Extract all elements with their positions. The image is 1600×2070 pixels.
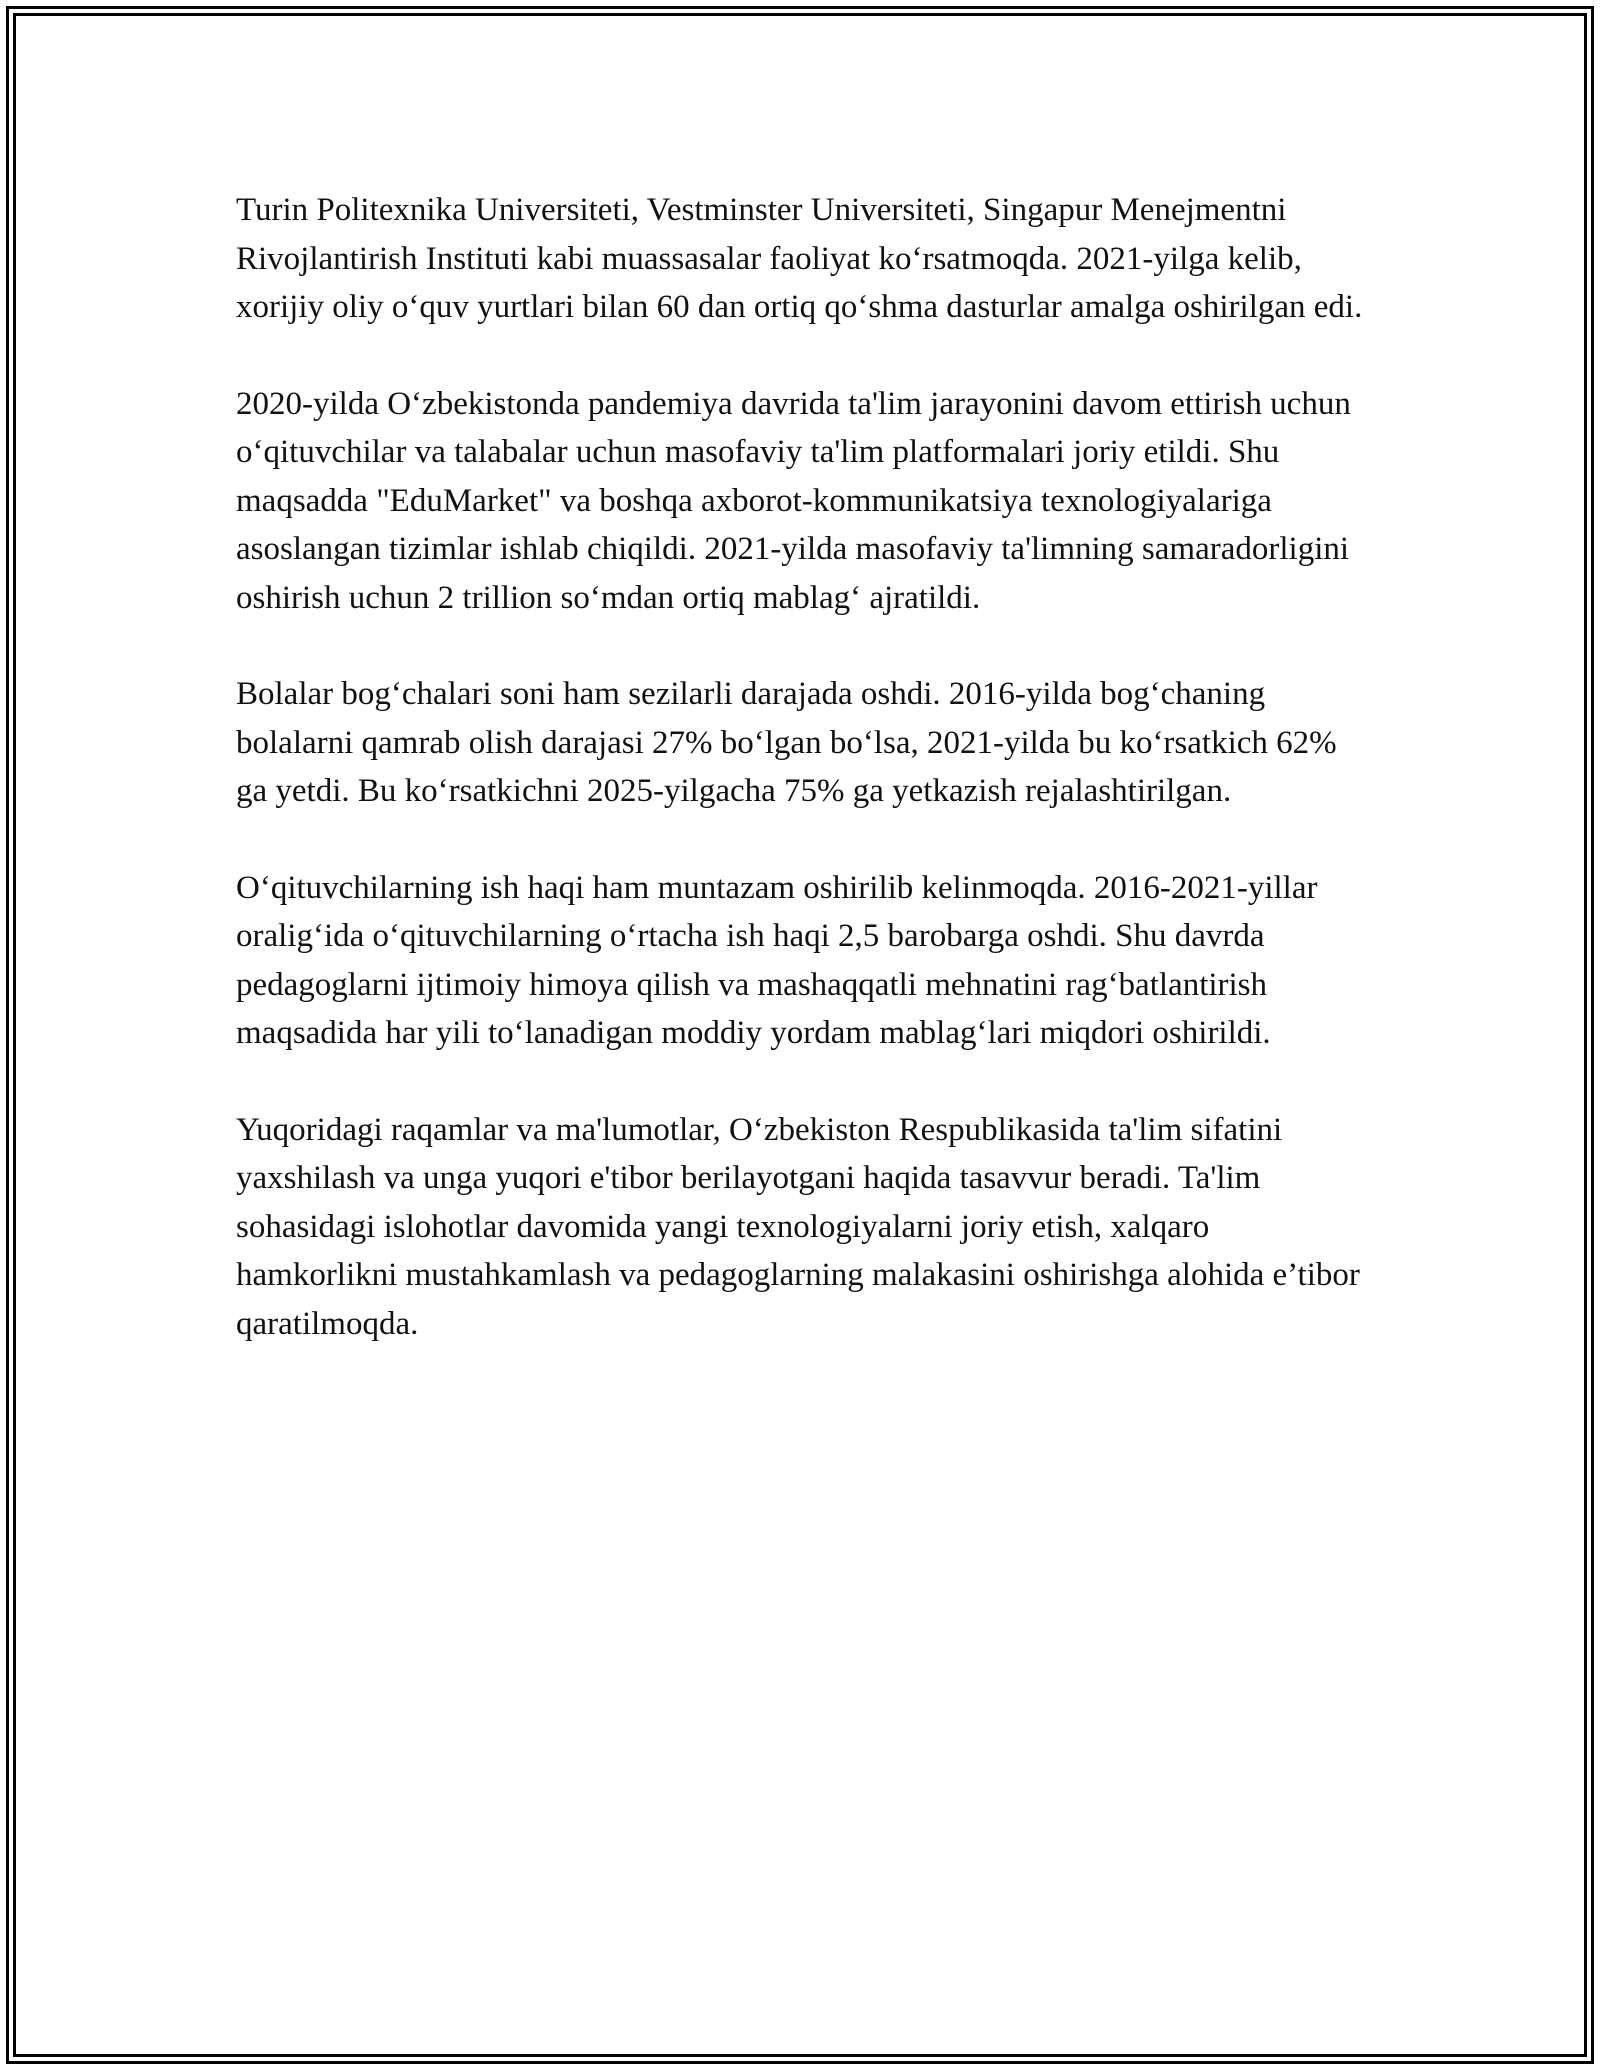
paragraph-1: Turin Politexnika Universiteti, Vestminster Universiteti, Singapur Menejmentni Rivojlantirish Instituti kabi muassasalar faoliyat ko‘rsatmoqda. 2021-yilga kelib, xorijiy oliy o‘quv yurtlari bilan 60 dan ortiq qo‘shma dasturlar amalga oshirilgan edi. [236, 192, 1363, 325]
paragraph-4: O‘qituvchilarning ish haqi ham muntazam oshirilib kelinmoqda. 2016-2021-yillar oralig‘ida o‘qituvchilarning o‘rtacha ish haqi 2,5 barobarga oshdi. Shu davrda pedagoglarni ijtimoiy himoya qilish va mashaqqatli mehnatini rag‘batlantirish maqsadida har yili to‘lanadigan moddiy yordam mablag‘lari miqdori oshirildi. [236, 869, 1318, 1051]
paragraph-3: Bolalar bog‘chalari soni ham sezilarli darajada oshdi. 2016-yilda bog‘chaning bolalarni qamrab olish darajasi 27% bo‘lgan bo‘lsa, 2021-yilda bu ko‘rsatkich 62% ga yetdi. Bu ko‘rsatkichni 2025-yilgacha 75% ga yetkazish rejalashtirilgan. [236, 676, 1337, 809]
document-body [236, 186, 1376, 1396]
paragraph-5: Yuqoridagi raqamlar va ma'lumotlar, O‘zbekiston Respublikasida ta'lim sifatini yaxshilash va unga yuqori e'tibor berilayotgani haqida tasavvur beradi. Ta'lim sohasidagi islohotlar davomida yangi texnologiyalarni joriy etish, xalqaro hamkorlikni mustahkamlash va pedagoglarning malakasini oshirishga alohida e’tibor qaratilmoqda. [236, 1111, 1360, 1342]
paragraph-2: 2020-yilda O‘zbekistonda pandemiya davrida ta'lim jarayonini davom ettirish uchun o‘qituvchilar va talabalar uchun masofaviy ta'lim platformalari joriy etildi. Shu maqsadda "EduMarket" va boshqa axborot-kommunikatsiya texnologiyalariga asoslangan tizimlar ishlab chiqildi. 2021-yilda masofaviy ta'limning samaradorligini oshirish uchun 2 trillion so‘mdan ortiq mablag‘ ajratildi. [236, 385, 1351, 616]
